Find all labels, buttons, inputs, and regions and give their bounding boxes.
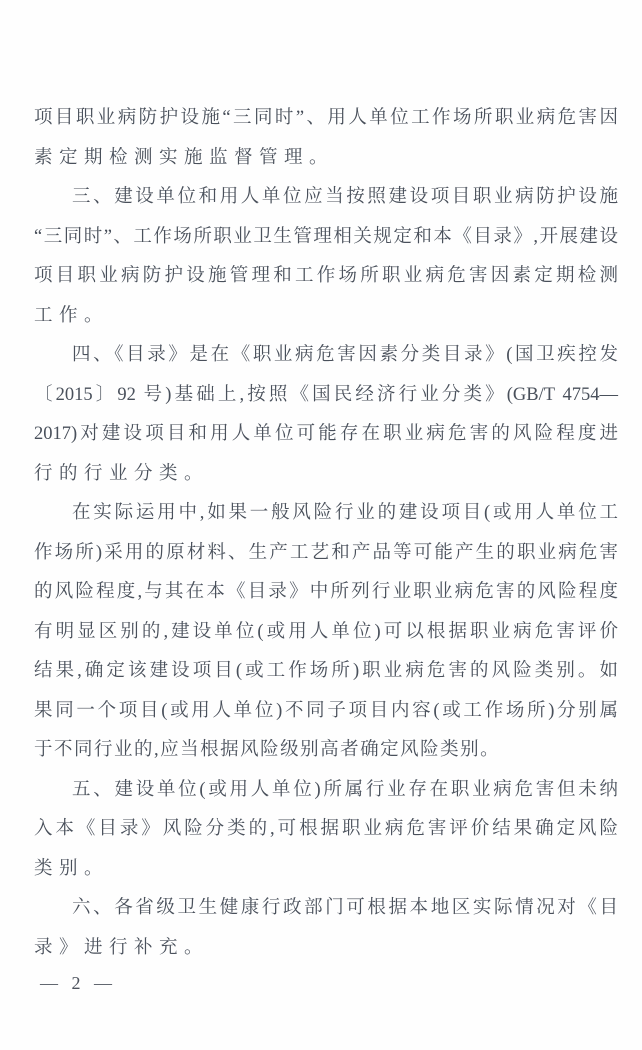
text-line: 项目职业病防护设施“三同时”、用人单位工作场所职业病危害因 (34, 108, 618, 128)
text-line: 录》进行补充。 (34, 937, 210, 958)
text-line: 有明显区别的,建设单位(或用人单位)可以根据职业病危害评价 (34, 621, 618, 642)
text-line: 项目职业病防护设施管理和工作场所职业病危害因素定期检测 (34, 266, 618, 286)
text-line: 工作。 (34, 305, 110, 326)
document-body (34, 99, 618, 968)
page-number: — 2 — (40, 973, 112, 993)
text-line: 果同一个项目(或用人单位)不同子项目内容(或工作场所)分别属 (34, 700, 618, 721)
text-line: 于不同行业的,应当根据风险级别高者确定风险类别。 (34, 740, 501, 760)
text-line: 六、各省级卫生健康行政部门可根据本地区实际情况对《目 (72, 898, 618, 918)
text-line: 作场所)采用的原材料、生产工艺和产品等可能产生的职业病危害 (34, 542, 618, 563)
text-line: 三、建设单位和用人单位应当按照建设项目职业病防护设施 (72, 187, 618, 207)
text-line: 〔2015〕92 号)基础上,按照《国民经济行业分类》(GB/T 4754— (34, 384, 618, 405)
text-line: 四、《目录》是在《职业病危害因素分类目录》(国卫疾控发 (72, 345, 618, 365)
text-line: 五、建设单位(或用人单位)所属行业存在职业病危害但未纳 (72, 779, 618, 800)
text-line: 入本《目录》风险分类的,可根据职业病危害评价结果确定风险 (34, 819, 618, 839)
text-line: 类别。 (34, 858, 110, 879)
text-line: 2017)对建设项目和用人单位可能存在职业病危害的风险程度进 (34, 424, 618, 444)
text-line: 的风险程度,与其在本《目录》中所列行业职业病危害的风险程度 (34, 582, 618, 602)
text-line: 行的行业分类。 (34, 463, 210, 484)
text-line: 在实际运用中,如果一般风险行业的建设项目(或用人单位工 (72, 503, 618, 523)
text-line: “三同时”、工作场所职业卫生管理相关规定和本《目录》,开展建设 (34, 226, 618, 247)
text-line: 素定期检测实施监督管理。 (34, 147, 335, 168)
text-line: 结果,确定该建设项目(或工作场所)职业病危害的风险类别。如 (34, 661, 618, 681)
